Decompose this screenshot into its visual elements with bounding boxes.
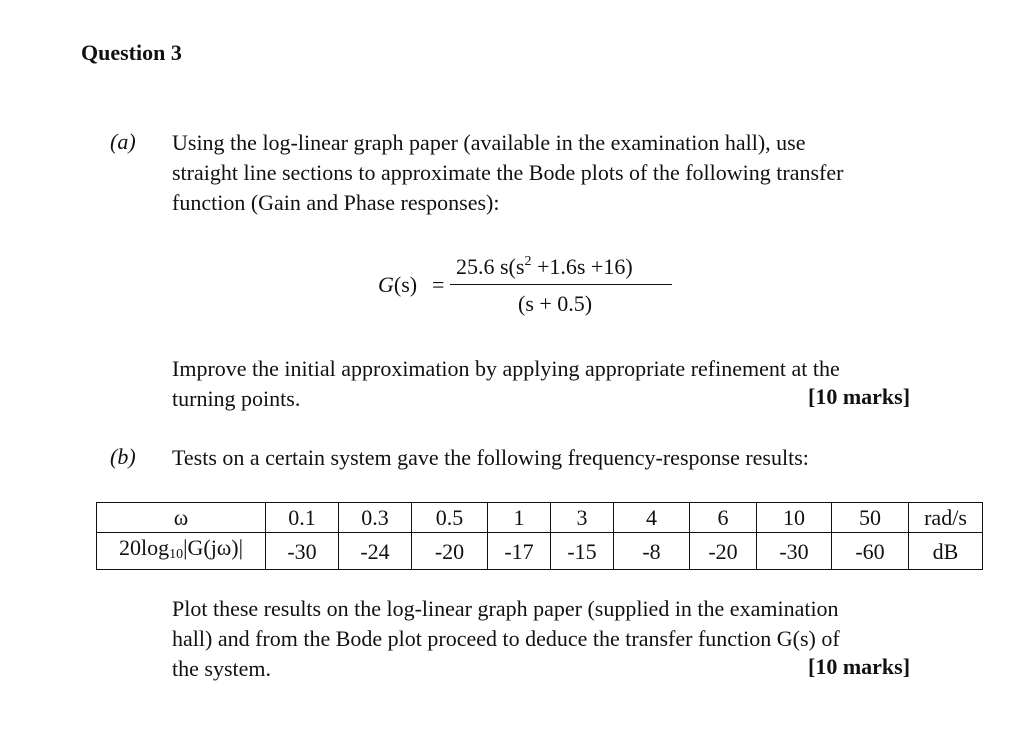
table-cell: -30 xyxy=(266,533,339,570)
table-cell: -15 xyxy=(551,533,614,570)
equation-numerator-b: +1.6s +16) xyxy=(531,254,633,279)
equation-lhs xyxy=(378,272,417,298)
table-cell: -20 xyxy=(412,533,488,570)
question-title: Question 3 xyxy=(81,40,182,65)
part-b-plot-line-3: the system. xyxy=(172,656,271,681)
table-cell: 50 xyxy=(832,503,909,533)
table-cell: 10 xyxy=(757,503,832,533)
table-cell: 4 xyxy=(614,503,690,533)
part-b-marks: [10 marks] xyxy=(808,654,911,679)
equation-equals: = xyxy=(432,272,445,297)
table-cell: -8 xyxy=(614,533,690,570)
table-cell: 3 xyxy=(551,503,614,533)
gain-header-sub: 10 xyxy=(169,547,184,562)
table-cell-unit: dB xyxy=(909,533,983,570)
part-a-intro-line-3: function (Gain and Phase responses): xyxy=(172,190,500,215)
table-cell: 0.1 xyxy=(266,503,339,533)
part-a-intro-line-2: straight line sections to approximate the Bode plots of the following transfer xyxy=(172,160,844,185)
fraction-bar xyxy=(450,284,672,285)
table-cell: -60 xyxy=(832,533,909,570)
frequency-response-table xyxy=(96,502,983,570)
equation-numerator-a: 25.6 s(s xyxy=(456,254,525,279)
equation-lhs-func: G xyxy=(378,272,394,297)
table-cell: 0.3 xyxy=(339,503,412,533)
part-b-label: (b) xyxy=(110,444,136,469)
part-b-intro: Tests on a certain system gave the following frequency-response results: xyxy=(172,445,809,470)
equation-numerator-sup: 2 xyxy=(524,254,532,269)
table-cell: -20 xyxy=(690,533,757,570)
table-row-frequency xyxy=(97,503,983,533)
gain-header-suffix: |G(jω)| xyxy=(183,535,244,560)
gain-header-prefix: 20log xyxy=(118,535,170,560)
part-a-intro-line-1: Using the log-linear graph paper (available in the examination hall), use xyxy=(172,130,806,155)
part-a-intro xyxy=(172,128,962,218)
table-cell: 0.5 xyxy=(412,503,488,533)
table-cell: -30 xyxy=(757,533,832,570)
equation-lhs-arg: (s) xyxy=(393,272,418,297)
part-b-plot-line-1: Plot these results on the log-linear graph paper (supplied in the examination xyxy=(172,596,839,621)
table-cell: -17 xyxy=(488,533,551,570)
part-a-label: (a) xyxy=(110,129,136,154)
part-a-improve-line-1: Improve the initial approximation by applying appropriate refinement at the xyxy=(172,356,840,381)
transfer-function-equation xyxy=(372,246,692,326)
table-header-omega: ω xyxy=(97,503,266,533)
table-cell: -24 xyxy=(339,533,412,570)
table-cell: 6 xyxy=(690,503,757,533)
table-cell-unit: rad/s xyxy=(909,503,983,533)
part-a-improve-line-2: turning points. xyxy=(172,386,301,411)
equation-denominator: (s + 0.5) xyxy=(518,291,593,316)
equation-numerator xyxy=(456,254,633,280)
table-cell: 1 xyxy=(488,503,551,533)
table-row-gain xyxy=(97,533,983,570)
table-header-gain xyxy=(97,533,266,570)
part-b-plot-line-2: hall) and from the Bode plot proceed to deduce the transfer function G(s) of xyxy=(172,626,840,651)
part-a-marks: [10 marks] xyxy=(808,384,911,409)
